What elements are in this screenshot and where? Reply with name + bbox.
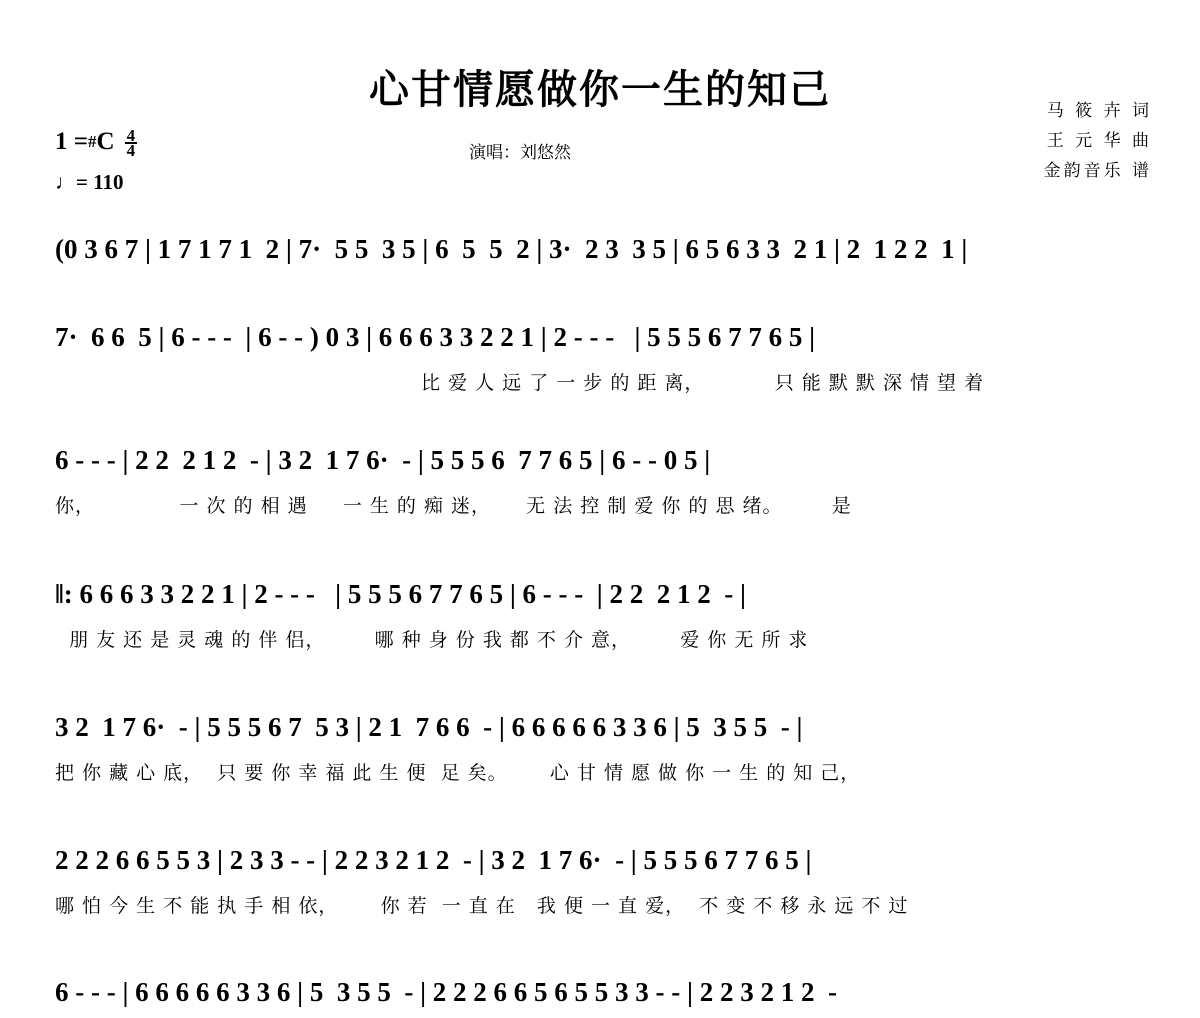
page-title: 心甘情愿做你一生的知己 <box>369 67 831 113</box>
note-row: 6 - - - | 6 6 6 6 6 3 3 6 | 5 3 5 5 - | 2 2 2 6 6 5 6 5 5 3 3 - - | 2 2 3 2 1 2 - <box>55 977 837 1007</box>
key-value: C <box>96 128 115 155</box>
lyricist-credit: 马 筱 卉 词 <box>1046 101 1152 121</box>
note-row: 2 2 2 6 6 5 5 3 | 2 3 3 - - | 2 2 3 2 1 2 - | 3 2 1 7 6· - | 5 5 5 6 7 7 6 5 | <box>55 845 812 875</box>
note-row: 7· 6 6 5 | 6 - - - | 6 - - ) 0 3 | 6 6 6 3 3 2 2 1 | 2 - - - | 5 5 5 6 7 7 6 5 | <box>55 322 816 352</box>
transcriber-credit: 金韵音乐 谱 <box>1043 161 1152 181</box>
score-line <box>55 232 1155 280</box>
time-signature-denominator: 4 <box>126 141 136 160</box>
score-line <box>55 443 1155 518</box>
note-row: (0 3 6 7 | 1 7 1 7 1 2 | 7· 5 5 3 5 | 6 5 5 2 | 3· 2 3 3 5 | 6 5 6 3 3 2 1 | 2 1 2 2 1 | <box>55 234 968 264</box>
score-line <box>55 320 1155 395</box>
note-row: 3 2 1 7 6· - | 5 5 5 6 7 5 3 | 2 1 7 6 6 - | 6 6 6 6 6 3 3 6 | 5 3 5 5 - | <box>55 712 803 742</box>
lyric-row: 朋 友 还 是 灵 魂 的 伴 侣， 哪 种 身 份 我 都 不 介 意， 爱 你 无 所 求 <box>55 629 809 651</box>
score-line <box>55 975 1155 1009</box>
time-signature-numerator: 4 <box>126 126 136 145</box>
tempo-marking: ♩= 110 <box>55 170 124 194</box>
singer-credit: 演唱：刘悠然 <box>469 143 571 163</box>
time-signature <box>125 126 138 160</box>
score-line <box>55 710 1155 785</box>
note-row: ‖: 6 6 6 3 3 2 2 1 | 2 - - - | 5 5 5 6 7 7 6 5 | 6 - - - | 2 2 2 1 2 - | <box>55 579 746 609</box>
lyric-row: 你， 一 次 的 相 遇 一 生 的 痴 迷， 无 法 控 制 爱 你 的 思 绪。 是 <box>55 495 852 517</box>
lyric-row: 比 爱 人 远 了 一 步 的 距 离， 只 能 默 默 深 情 望 着 <box>55 372 985 394</box>
key-label: 1 = <box>55 128 88 155</box>
note-row: 6 - - - | 2 2 2 1 2 - | 3 2 1 7 6· - | 5 5 5 6 7 7 6 5 | 6 - - 0 5 | <box>55 445 711 475</box>
lyric-row: 哪 怕 今 生 不 能 执 手 相 依， 你 若 一 直 在 我 便 一 直 爱， 不 变 不 移 永 远 不 过 <box>55 895 909 917</box>
score-line <box>55 843 1155 918</box>
key-signature <box>55 126 137 160</box>
score-line <box>55 577 1155 652</box>
credits-block <box>1044 96 1152 186</box>
composer-credit: 王 元 华 曲 <box>1046 131 1152 151</box>
sharp-icon: # <box>88 132 97 151</box>
lyric-row: 把 你 藏 心 底， 只 要 你 幸 福 此 生 便 足 矣。 心 甘 情 愿 做 你 一 生 的 知 己， <box>55 762 861 784</box>
